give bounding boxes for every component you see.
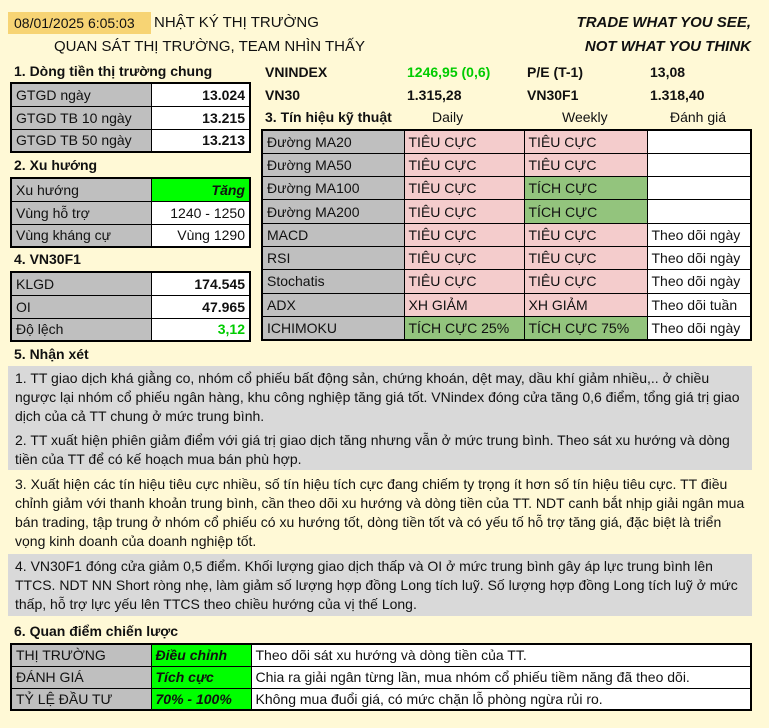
section6-title: 6. Quan điểm chiến lược xyxy=(14,623,179,639)
row-value: 13.215 xyxy=(151,106,250,129)
row-label: Độ lệch xyxy=(11,318,151,341)
row-label: GTGD ngày xyxy=(11,83,151,106)
slogan-line1: TRADE WHAT YOU SEE, xyxy=(576,14,751,31)
row-value: 13.024 xyxy=(151,83,250,106)
strategy-desc: Không mua đuổi giá, có mức chặn lỗ phòng ngừa rủi ro. xyxy=(251,688,751,710)
section5-title: 5. Nhận xét xyxy=(14,346,89,362)
row-label: Xu hướng xyxy=(11,178,151,201)
table-row xyxy=(11,83,250,106)
strategy-desc: Theo dõi sát xu hướng và dòng tiền của TT. xyxy=(251,644,751,666)
row-label: KLGD xyxy=(11,272,151,295)
table-row xyxy=(262,130,751,153)
signal-eval: Theo dõi ngày xyxy=(647,223,751,246)
section1-title: 1. Dòng tiền thị trường chung xyxy=(14,63,213,79)
vnindex-label: VNINDEX xyxy=(265,64,328,80)
signal-daily: TIÊU CỰC xyxy=(404,246,524,269)
row-value: Vùng 1290 xyxy=(151,224,250,247)
signal-weekly: TÍCH CỰC xyxy=(524,177,647,200)
vn30f1-value: 1.318,40 xyxy=(650,87,705,103)
signal-eval: Theo dõi ngày xyxy=(647,270,751,293)
signal-daily: XH GIẢM xyxy=(404,293,524,316)
table-row xyxy=(262,270,751,293)
table-row xyxy=(11,224,250,247)
table-row xyxy=(11,272,250,295)
deviation-value: 3,12 xyxy=(151,318,250,341)
section4-title: 4. VN30F1 xyxy=(14,251,81,267)
trend-table xyxy=(10,177,251,248)
signal-weekly: TIÊU CỰC xyxy=(524,246,647,269)
table-row xyxy=(11,688,751,710)
table-row xyxy=(11,178,250,201)
signal-eval xyxy=(647,153,751,176)
table-row xyxy=(11,644,751,666)
row-label: OI xyxy=(11,295,151,318)
signal-name: RSI xyxy=(262,246,404,269)
strategy-label: ĐÁNH GIÁ xyxy=(11,666,151,688)
table-row xyxy=(262,246,751,269)
col-eval-header: Đánh giá xyxy=(670,109,727,125)
comment-note-4: 4. VN30F1 đóng cửa giảm 0,5 điểm. Khối lượng giao dịch thấp và OI ở mức trung bình gây áp lực trung bình lên TTCS. NDT NN Short ròng nhẹ, làm giảm số lượng hợp đồng Long tích luỹ. Số lượng hợp đồng Long tích luỹ ở mức thấp, hỗ trợ lực yếu lên TTCS theo chiều hướng của vị thế Long. xyxy=(8,554,752,616)
signal-name: Đường MA100 xyxy=(262,177,404,200)
signal-eval xyxy=(647,200,751,223)
strategy-desc: Chia ra giải ngân từng lần, mua nhóm cổ phiếu tiềm năng đã theo dõi. xyxy=(251,666,751,688)
table-row xyxy=(262,153,751,176)
signal-weekly: TIÊU CỰC xyxy=(524,223,647,246)
row-label: Vùng hỗ trợ xyxy=(11,201,151,224)
row-value: 174.545 xyxy=(151,272,250,295)
row-label: Vùng kháng cự xyxy=(11,224,151,247)
section3-title: 3. Tín hiệu kỹ thuật xyxy=(265,109,392,125)
comment-note-2: 2. TT xuất hiện phiên giảm điểm với giá trị giao dịch tăng nhưng vẫn ở mức trung bình. Theo sát xu hướng và dòng tiền của TT để có kế hoạch mua bán phù hợp. xyxy=(8,428,752,470)
signal-weekly: TIÊU CỰC xyxy=(524,153,647,176)
comment-note-1: 1. TT giao dịch khá giằng co, nhóm cổ phiếu bất động sản, chứng khoán, dệt may, dầu khí giảm nhiều,.. ở chiều ngược lại nhóm cổ phiếu ngân hàng, khu công nghiệp tăng giá tốt. VNindex đóng cửa tăng 0,6 điểm, tổng giá trị giao dịch của cả TT chung ở mức trung bình. xyxy=(8,366,752,428)
signal-weekly: TIÊU CỰC xyxy=(524,130,647,153)
strategy-table xyxy=(10,643,752,711)
strategy-mode: Điều chỉnh xyxy=(151,644,251,666)
row-label: GTGD TB 50 ngày xyxy=(11,129,151,152)
vnindex-value: 1246,95 (0,6) xyxy=(407,64,491,80)
strategy-label: TỶ LỆ ĐẦU TƯ xyxy=(11,688,151,710)
signal-daily: TIÊU CỰC xyxy=(404,130,524,153)
vn30-label: VN30 xyxy=(265,87,301,103)
signal-daily: TIÊU CỰC xyxy=(404,223,524,246)
trend-value: Tăng xyxy=(151,178,250,201)
signal-name: ICHIMOKU xyxy=(262,316,404,339)
strategy-mode: Tích cực xyxy=(151,666,251,688)
pe-value: 13,08 xyxy=(650,64,686,80)
signal-daily: TIÊU CỰC xyxy=(404,153,524,176)
signal-name: Stochatis xyxy=(262,270,404,293)
signal-daily: TIÊU CỰC xyxy=(404,177,524,200)
table-row xyxy=(262,293,751,316)
table-row xyxy=(11,129,250,152)
signal-name: MACD xyxy=(262,223,404,246)
strategy-mode: 70% - 100% xyxy=(151,688,251,710)
signal-name: Đường MA20 xyxy=(262,130,404,153)
signal-daily: TIÊU CỰC xyxy=(404,270,524,293)
signal-weekly: TÍCH CỰC xyxy=(524,200,647,223)
table-row xyxy=(11,318,250,341)
slogan-line2: NOT WHAT YOU THINK xyxy=(584,38,751,55)
signal-weekly: TÍCH CỰC 75% xyxy=(524,316,647,339)
table-row xyxy=(262,223,751,246)
signal-daily: TÍCH CỰC 25% xyxy=(404,316,524,339)
signal-weekly: TIÊU CỰC xyxy=(524,270,647,293)
table-row xyxy=(11,201,250,224)
signal-name: Đường MA50 xyxy=(262,153,404,176)
table-row xyxy=(11,295,250,318)
col-weekly-header: Weekly xyxy=(562,109,608,125)
report-datetime: 08/01/2025 6:05:03 xyxy=(8,12,151,34)
row-label: GTGD TB 10 ngày xyxy=(11,106,151,129)
cashflow-table xyxy=(10,82,251,153)
signal-name: Đường MA200 xyxy=(262,200,404,223)
signal-name: ADX xyxy=(262,293,404,316)
signal-eval: Theo dõi tuần xyxy=(647,293,751,316)
signal-eval: Theo dõi ngày xyxy=(647,316,751,339)
table-row xyxy=(11,106,250,129)
table-row xyxy=(11,666,751,688)
signal-eval xyxy=(647,177,751,200)
signal-weekly: XH GIẢM xyxy=(524,293,647,316)
row-value: 1240 - 1250 xyxy=(151,201,250,224)
table-row xyxy=(262,200,751,223)
signal-daily: TIÊU CỰC xyxy=(404,200,524,223)
pe-label: P/E (T-1) xyxy=(527,64,584,80)
signal-eval: Theo dõi ngày xyxy=(647,246,751,269)
col-daily-header: Daily xyxy=(432,109,464,125)
vn30-value: 1.315,28 xyxy=(407,87,462,103)
section2-title: 2. Xu hướng xyxy=(14,157,98,173)
strategy-label: THỊ TRƯỜNG xyxy=(11,644,151,666)
report-title: NHẬT KÝ THỊ TRƯỜNG xyxy=(154,14,319,31)
technical-signals-table xyxy=(261,129,752,341)
comment-note-3: 3. Xuất hiện các tín hiệu tiêu cực nhiều, số tín hiệu tích cực đang chiếm ty trọng ít hơn số tín hiệu tiêu cực. TT điều chỉnh giảm với thanh khoản trung bình, cần theo dõi xu hướng và dòng tiền của TT. NDT canh bắt nhịp giải ngân mua bán trading, tập trung ở nhóm cổ phiếu có xu hướng tốt, dòng tiền tốt và có yếu tố hỗ trợ tăng giá, đặc biệt là triển vọng kinh doanh của doanh nghiệp tốt. xyxy=(8,472,752,550)
vn30f1-label: VN30F1 xyxy=(527,87,579,103)
report-subtitle: QUAN SÁT THỊ TRƯỜNG, TEAM NHÌN THẤY xyxy=(54,38,365,55)
row-value: 13.213 xyxy=(151,129,250,152)
vn30f1-table xyxy=(10,271,251,342)
signal-eval xyxy=(647,130,751,153)
table-row xyxy=(262,177,751,200)
table-row xyxy=(262,316,751,339)
row-value: 47.965 xyxy=(151,295,250,318)
